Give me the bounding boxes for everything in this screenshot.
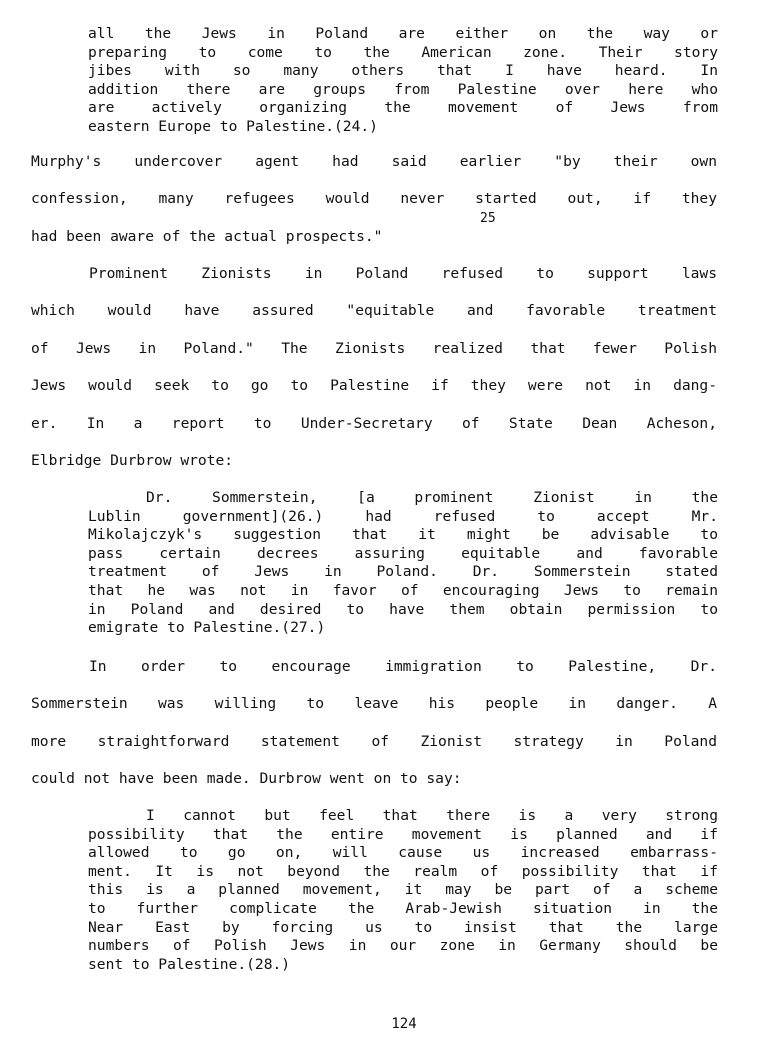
quote-line: Mikolajczyk's suggestion that it might be advisable to [88,526,718,544]
quote-line: this is a planned movement, it may be part of a scheme [88,881,718,899]
quote-line: I cannot but feel that there is a very strong [146,807,718,824]
body-line: Elbridge Durbrow wrote: [31,451,234,469]
body-line: Prominent Zionists in Poland refused to support laws [89,265,717,282]
quote-line: pass certain decrees assuring equitable and favorable [88,544,718,562]
quote-line: preparing to come to the American zone. Their story [88,43,718,61]
quote-line: treatment of Jews in Poland. Dr. Sommerstein stated [88,563,718,581]
quote-line: jibes with so many others that I have heard. In [88,62,718,80]
body-line: confession, many refugees would never started out, if they [31,190,717,208]
quote-line: numbers of Polish Jews in our zone in Germany should be [88,937,718,955]
quote-line: are actively organizing the movement of Jews from [88,99,718,117]
body-line: er. In a report to Under-Secretary of State Dean Acheson, [31,414,717,432]
body-line: Sommerstein was willing to leave his people in danger. A [31,695,717,713]
quote-line: Lublin government](26.) had refused to accept Mr. [88,507,718,525]
quote-line: allowed to go on, will cause us increased embarrass- [88,844,718,862]
page-number: 124 [391,1016,417,1032]
body-line: of Jews in Poland." The Zionists realized that fewer Polish [31,339,717,357]
quote-line: emigrate to Palestine.(27.) [88,619,326,637]
body-line: could not have been made. Durbrow went on to say: [31,770,462,788]
quote-line: possibility that the entire movement is planned and if [88,825,718,843]
quote-line: sent to Palestine.(28.) [88,955,291,973]
body-line: Murphy's undercover agent had said earlier "by their own [31,153,717,170]
body-line: had been aware of the actual prospects." [31,227,383,245]
quote-line: addition there are groups from Palestine over here who [88,80,718,98]
quote-line: Dr. Sommerstein, [a prominent Zionist in the [146,489,718,506]
body-line: which would have assured "equitable and favorable treatment [31,302,717,320]
quote-line: to further complicate the Arab-Jewish situation in the [88,899,718,917]
quote-line: Near East by forcing us to insist that the large [88,918,718,936]
quote-line: eastern Europe to Palestine.(24.) [88,117,378,135]
body-line: more straightforward statement of Zionist strategy in Poland [31,732,717,750]
body-line: In order to encourage immigration to Palestine, Dr. [89,658,717,675]
paragraph-1 [31,152,717,264]
quote-line: all the Jews in Poland are either on the way or [88,25,718,42]
quote-line: that he was not in favor of encouraging Jews to remain [88,581,718,599]
footnote-number: 25 [480,211,496,226]
paragraph-2 [31,264,717,488]
quote-line: ment. It is not beyond the realm of possibility that if [88,862,718,880]
quote-line: in Poland and desired to have them obtain permission to [88,600,718,618]
body-line: Jews would seek to go to Palestine if they were not in dang- [31,377,717,395]
block-quote-3 [88,807,718,974]
paragraph-3 [31,657,717,807]
block-quote-2 [88,489,718,638]
block-quote-1 [88,25,718,137]
